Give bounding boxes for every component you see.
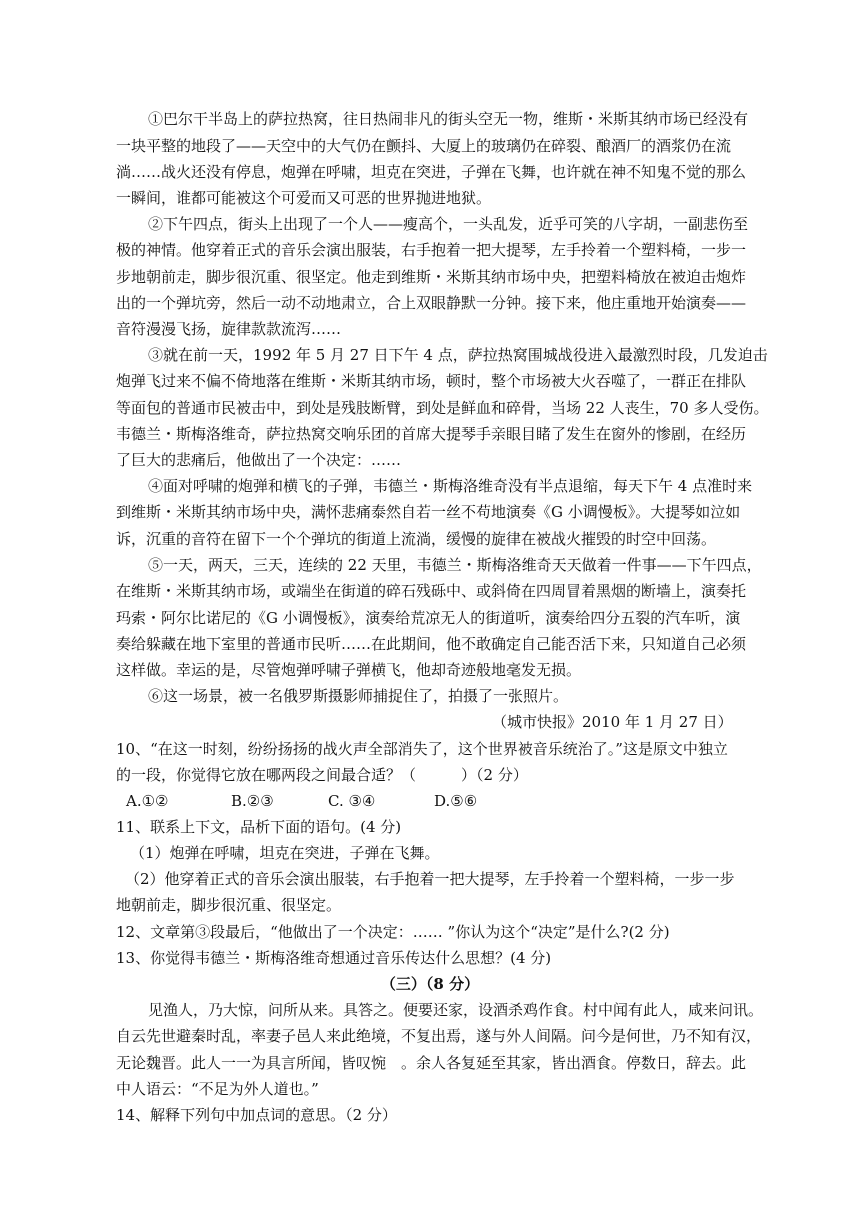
passage-p3-line: 等面包的普通市民被击中，到处是残肢断臂，到处是鲜血和碎骨，当场 22 人丧生，70 多人受伤。 [116, 399, 769, 417]
passage-p5-line: 在维斯・米斯其纳市场，或端坐在街道的碎石残砾中、或斜倚在四周冒着黑烟的断墙上，演奏托 [116, 582, 747, 600]
passage-p1-line: 淌……战火还没有停息，炮弹在呼啸，坦克在突进，子弹在飞舞，也许就在神不知鬼不觉的那么 [116, 163, 747, 181]
classical-passage-line: 见渔人，乃大惊，问所从来。具答之。便要还家，设酒杀鸡作食。村中闻有此人，咸来问讯。 [148, 1001, 764, 1019]
passage-p4-line: ④面对呼啸的炮弹和横飞的子弹，韦德兰・斯梅洛维奇没有半点退缩，每天下午 4 点准时来 [148, 477, 753, 495]
passage-p3-line: 炮弹飞过来不偏不倚地落在维斯・米斯其纳市场，顿时，整个市场被大火吞噬了，一群正在排队 [116, 372, 747, 390]
section-3-heading: （三）（8 分） [380, 975, 480, 993]
question-11: 11、联系上下文，品析下面的语句。(4 分) [116, 818, 402, 836]
passage-p5-line: 这样做。幸运的是，尽管炮弹呼啸子弹横飞，他却奇迹般地毫发无损。 [116, 661, 582, 679]
passage-p3-line: 了巨大的悲痛后，他做出了一个决定：…… [116, 451, 402, 469]
passage-p2-line: 音符漫漫飞扬，旋律款款流泻…… [116, 320, 342, 338]
question-11-item-1: （1）炮弹在呼啸，坦克在突进，子弹在飞舞。 [130, 844, 440, 862]
question-10-option-d: D.⑤⑥ [434, 792, 478, 810]
classical-passage-line: 无论魏晋。此人一一为具言所闻，皆叹惋 。余人各复延至其家，皆出酒食。停数日，辞去。此 [116, 1054, 747, 1072]
classical-passage-line: 中人语云：“不足为外人道也。” [116, 1080, 319, 1098]
passage-p3-line: ③就在前一天，1992 年 5 月 27 日下午 4 点，萨拉热窝围城战役进入最激烈时段，几发迫击 [148, 346, 768, 364]
question-12: 12、文章第③段最后，“他做出了一个决定：…… ”你认为这个“决定”是什么?(2 分) [116, 923, 670, 941]
passage-p1-line: 一块平整的地段了——天空中的大气仍在颤抖、大厦上的玻璃仍在碎裂、酿酒厂的酒浆仍在流 [116, 137, 732, 155]
question-10: 10、“在这一时刻，纷纷扬扬的战火声全部消失了，这个世界被音乐统治了。”这是原文中独立 [116, 740, 728, 758]
passage-p5-line: 玛索・阿尔比诺尼的《G 小调慢板》，演奏给荒凉无人的街道听，演奏给四分五裂的汽车听，演 [116, 609, 741, 627]
question-13: 13、你觉得韦德兰・斯梅洛维奇想通过音乐传达什么思想？(4 分) [116, 949, 552, 967]
question-10-option-b: B.②③ [231, 792, 274, 810]
passage-p5-line: 奏给躲藏在地下室里的普通市民听……在此期间，他不敢确定自己能否活下来，只知道自己必须 [116, 635, 747, 653]
passage-source: （城市快报》2010 年 1 月 27 日） [492, 713, 733, 731]
question-10-option-c: C. ③④ [328, 792, 376, 810]
passage-p2-line: 步地朝前走，脚步很沉重、很坚定。他走到维斯・米斯其纳市场中央，把塑料椅放在被迫击炮炸 [116, 268, 747, 286]
passage-p4-line: 到维斯・米斯其纳市场中央，满怀悲痛泰然自若一丝不苟地演奏《G 小调慢板》。大提琴如泣如 [116, 503, 741, 521]
question-10: 的一段，你觉得它放在哪两段之间最合适？（ ）（2 分） [116, 766, 528, 784]
passage-p1-line: ①巴尔干半岛上的萨拉热窝，往日热闹非凡的街头空无一物，维斯・米斯其纳市场已经没有 [148, 110, 749, 128]
passage-p6-line: ⑥这一场景，被一名俄罗斯摄影师捕捉住了，拍摄了一张照片。 [148, 687, 569, 705]
passage-p2-line: 出的一个弹坑旁，然后一动不动地肃立，合上双眼静默一分钟。接下来，他庄重地开始演奏—— [116, 294, 747, 312]
question-11-item-2: 地朝前走，脚步很沉重、很坚定。 [116, 896, 342, 914]
passage-p4-line: 诉，沉重的音符在留下一个个弹坑的街道上流淌，缓慢的旋律在被战火摧毁的时空中回荡。 [116, 530, 717, 548]
passage-p5-line: ⑤一天，两天，三天，连续的 22 天里，韦德兰・斯梅洛维奇天天做着一件事——下午四点， [148, 556, 762, 574]
question-10-option-a: A.①② [126, 792, 169, 810]
passage-p2-line: 极的神情。他穿着正式的音乐会演出服装，右手抱着一把大提琴，左手拎着一个塑料椅，一步一 [116, 241, 747, 259]
classical-passage-line: 自云先世避秦时乱，率妻子邑人来此绝境，不复出焉，遂与外人间隔。问今是何世，乃不知有汉， [116, 1027, 762, 1045]
question-14: 14、解释下列句中加点词的意思。（2 分） [116, 1106, 397, 1124]
passage-p3-line: 韦德兰・斯梅洛维奇，萨拉热窝交响乐团的首席大提琴手亲眼目睹了发生在窗外的惨剧，在经历 [116, 425, 747, 443]
passage-p2-line: ②下午四点，街头上出现了一个人——瘦高个，一头乱发，近乎可笑的八字胡，一副悲伤至 [148, 215, 749, 233]
passage-p1-line: 一瞬间，谁都可能被这个可爱而又可恶的世界抛进地狱。 [116, 189, 492, 207]
question-11-item-2: （2）他穿着正式的音乐会演出服装，右手抱着一把大提琴，左手拎着一个塑料椅，一步一步 [125, 870, 735, 888]
